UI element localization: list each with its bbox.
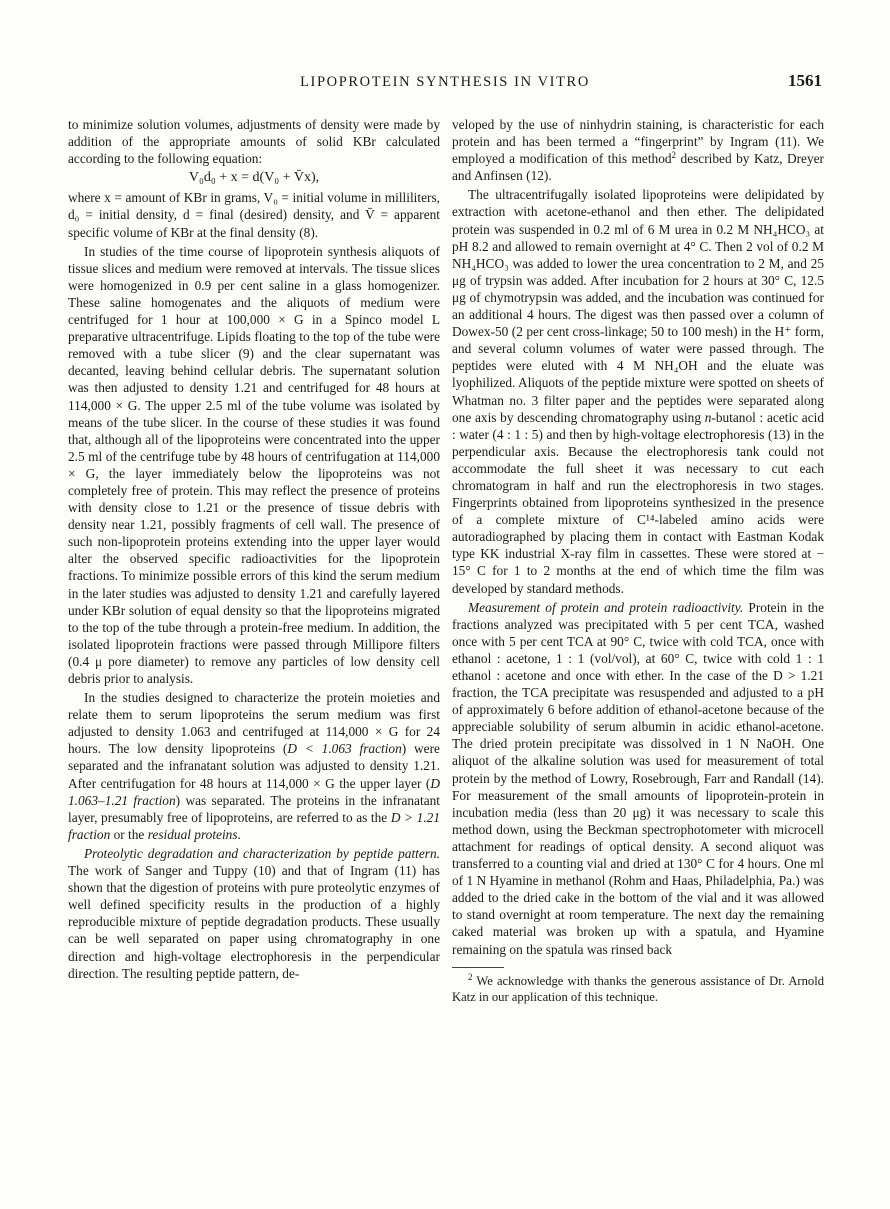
footnote-rule	[452, 967, 504, 968]
text: Protein in the fractions analyzed was precipitated with 5 per cent TCA, washed once with 5 per cent TCA at 90° C, twice with cold TCA, once with ethanol : acetone, 1 : 1 (vol/vol), at 60° C, twice with cold 1 : 1 ethanol : acetone and once with ether. In the case of the D > 1.21 fraction, the TCA precipitate was resuspended and adjusted to a pH of approximately 6 before addition of ethanol-acetone because of the appreciable solubility of serum albumin in acidic ethanol-acetone. The dried protein precipitate was dissolved in 1 N NaOH. One aliquot of the alkaline solution was used for measurement of total protein by the method of Lowry, Rosebrough, Farr and Randall (14). For measurement of the small amounts of lipoprotein-protein in incubation media (less than 20 μg) it was necessary to scale this method down, using the Beckman spectrophotometer with microcell attachment for readings of optical density. A second aliquot was transferred to a counting vial and dried at 130° C for 4 hours. One ml of 1 N Hyamine in methanol (Rohm and Haas, Philadelphia, Pa.) was added to the dried cake in the bottom of the vial and it was allowed to stand overnight at room temperature. The next day the remaining caked material was broken up with a spatula, and Hyamine remaining on the spatula was rinsed back	[452, 599, 824, 957]
running-title: LIPOPROTEIN SYNTHESIS IN VITRO	[300, 74, 590, 90]
italic-term: D < 1.063 fraction	[287, 741, 402, 757]
page-number: 1561	[788, 71, 822, 90]
paragraph-characterization	[68, 689, 440, 843]
paragraph-protein-measurement	[452, 599, 824, 958]
paragraph-proteolytic	[68, 845, 440, 982]
right-column	[452, 116, 824, 1005]
text: The ultracentrifugally isolated lipoproteins were delipidated by extraction with acetone-ethanol and then ether. The delipidated protein was suspended in 0.2 ml of 6 M urea in 0.2 M NH₄HCO₃ at pH 8.2 and allowed to remain overnight at 4° C. Then 2 vol of 0.2 M NH₄HCO₃ was added to lower the urea concentration to 2 M, and 25 μg of trypsin was added. After incubation for 2 hours at 30° C, 12.5 μg of chymotrypsin was added, and the incubation was continued for an additional 4 hours. The digest was then passed over a column of Dowex-50 (2 per cent cross-linkage; 50 to 100 mesh) in the H⁺ form, and several column volumes of water were passed through. The peptides were eluted with 4 M NH₄OH and the eluate was lyophilized. Aliquots of the peptide mixture were spotted on sheets of Whatman no. 3 filter paper and the peptides were separated along one axis by descending chromatography using	[452, 187, 824, 425]
paragraph-time-course: In studies of the time course of lipoprotein synthesis aliquots of tissue slices and medium were removed at intervals. The tissue slices were homogenized in 0.9 per cent saline in a glass homogenizer. These saline homogenates and the aliquots of medium were centrifuged for 1 hour at 100,000 × G in a Spinco model L preparative ultracentrifuge. Lipids floating to the top of the tube were removed with a tube slicer (9) and the clear supernatant was decanted, leaving behind cellular debris. The supernatant solution was then adjusted to density 1.21 and centrifuged for 48 hours at 114,000 × G. The upper 2.5 ml of the tube volume was isolated by means of the tube slicer. In the course of these studies it was found that, although all of the lipoproteins were concentrated into the upper 2.5 ml of the centrifuge tube by 48 hours of centrifugation at 114,000 × G, the layer immediately below the lipoproteins was not completely free of protein. This may reflect the presence of proteins with density close to 1.21 or the presence of tissue debris with density near 1.21, possibly fragments of cell wall. The presence of such non-lipoprotein proteins extending into the upper layer would alter the observed specific radioactivities for the lipoprotein fractions. To minimize possible errors of this kind the serum medium in the later studies was adjusted to density 1.21 and carefully layered under KBr solution of equal density so that the lipoproteins migrated to the top of the tube through a protein-free medium. In addition, the isolated lipoprotein fractions were passed through Millipore filters (0.4 μ pore diameter) to remove any particles of low density cell debris prior to analysis.	[68, 243, 440, 686]
text: In the studies designed to characterize the protein moieties and relate them to serum lipoproteins the serum medium was first adjusted to density 1.063 and centrifuged at 114,000 × G for 24 hours. The low density lipoproteins (	[68, 690, 440, 757]
density-equation: V₀d₀ + x = d(V₀ + V̄x),	[188, 170, 320, 186]
section-heading: Proteolytic degradation and characterization by peptide pattern.	[84, 845, 440, 861]
text: -butanol : acetic acid : water (4 : 1 : 5) and then by high-voltage electrophoresis (13) in the perpendicular axis. Because the electrophoresis tank could not accommodate the full sheet it was necessary to cut each chromatogram in half and run the electrophoresis in two stages. Fingerprints obtained from lipoproteins synthesized in the presence of a complete mixture of C¹⁴-labeled amino acids were autoradiographed by placing them in contact with Eastman Kodak type KK industrial X-ray film in cassettes. These were stored at − 15° C for 1 to 2 months at the end of which time the film was developed by standard methods.	[452, 409, 825, 596]
left-column	[68, 116, 440, 982]
italic-term: residual proteins	[147, 826, 238, 842]
text: described by Katz, Dreyer and Anfinsen (12).	[452, 151, 824, 184]
text: veloped by the use of ninhydrin staining, is characteristic for each protein and has been termed a “fingerprint” by Ingram (11). We employed a modification of this method	[452, 117, 824, 167]
text: .	[237, 826, 241, 842]
footnote-reference: 2	[671, 150, 677, 161]
paragraph-continuation	[452, 116, 824, 184]
footnote-text: We acknowledge with thanks the generous assistance of Dr. Arnold Katz in our application of this technique.	[452, 973, 824, 1004]
footnote-mark: 2	[468, 971, 473, 982]
italic-term: D > 1.21 fraction	[68, 809, 440, 842]
text: ) was separated. The proteins in the infranatant layer, presumably free of lipoproteins, are referred to as the	[68, 792, 440, 825]
text: or the	[110, 826, 148, 842]
italic-term: D 1.063–1.21 fraction	[68, 775, 440, 808]
italic-term: n	[704, 409, 712, 425]
text: The work of Sanger and Tuppy (10) and that of Ingram (11) has shown that the digestion of proteins with pure proteolytic enzymes of well defined specificity results in the production of a highly reproducible mixture of peptide degradation products. These usually can be well separated on paper using chromatography in one direction and high-voltage electrophoresis in the perpendicular direction. The resulting peptide pattern, de-	[68, 863, 440, 981]
equation-definitions: where x = amount of KBr in grams, V₀ = initial volume in milliliters, d₀ = initial density, d = final (desired) density, and V̄ = apparent specific volume of KBr at the final density (8).	[68, 190, 440, 240]
text: ) were separated and the infranatant solution was adjusted to density 1.21. After centrifugation for 48 hours at 114,000 × G the upper layer (	[68, 741, 440, 791]
section-heading: Measurement of protein and protein radioactivity.	[468, 599, 744, 615]
paragraph-delipidation	[452, 186, 824, 596]
footnote	[452, 973, 824, 1005]
paragraph-continuation: to minimize solution volumes, adjustments of density were made by addition of the appropriate amounts of solid KBr calculated according to the following equation:	[68, 117, 440, 167]
